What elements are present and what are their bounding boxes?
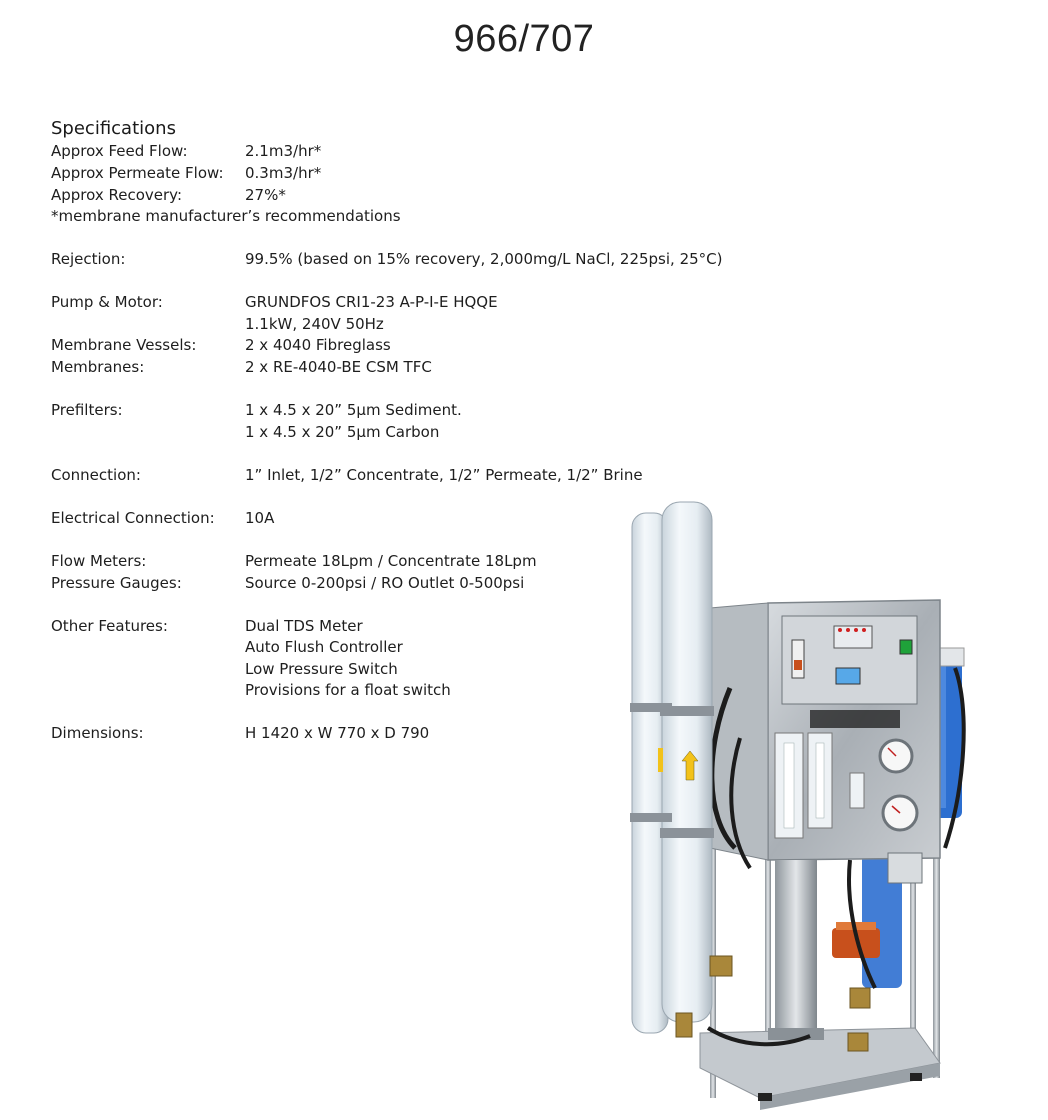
detail-label: Flow Meters:	[51, 552, 147, 570]
manufacturer-note: *membrane manufacturer’s recommendations	[51, 207, 401, 225]
detail-value: Auto Flush Controller	[245, 638, 403, 656]
flow-meter-scale	[784, 743, 794, 828]
indicator-light	[838, 628, 842, 632]
detail-value: 1.1kW, 240V 50Hz	[245, 315, 384, 333]
detail-label: Membranes:	[51, 358, 145, 376]
detail-label: Rejection:	[51, 250, 126, 268]
vessel-band	[630, 813, 672, 822]
detail-value: Permeate 18Lpm / Concentrate 18Lpm	[245, 552, 537, 570]
prefilter-cap	[940, 648, 964, 666]
page-title: 966/707	[453, 18, 595, 60]
outlet-valve	[850, 988, 870, 1008]
frame-foot	[758, 1093, 772, 1101]
detail-value: Provisions for a float switch	[245, 681, 451, 699]
switch-label	[792, 640, 804, 678]
tds-probe	[850, 773, 864, 808]
detail-value: 10A	[245, 509, 275, 527]
pump-base	[768, 1028, 824, 1040]
pump-motor	[775, 860, 817, 1040]
outlet-valve	[848, 1033, 868, 1051]
indicator-light	[854, 628, 858, 632]
detail-value: 1 x 4.5 x 20” 5µm Sediment.	[245, 401, 462, 419]
detail-label: Electrical Connection:	[51, 509, 215, 527]
detail-value: Low Pressure Switch	[245, 660, 398, 678]
flow-meter-scale	[816, 743, 824, 818]
logo-plate	[810, 710, 900, 728]
spec-value: 2.1m3/hr*	[245, 142, 322, 160]
vessel-band	[660, 706, 714, 716]
power-switch	[900, 640, 912, 654]
detail-value: 99.5% (based on 15% recovery, 2,000mg/L NaCl, 225psi, 25°C)	[245, 250, 723, 268]
detail-value: 1” Inlet, 1/2” Concentrate, 1/2” Permeate, 1/2” Brine	[245, 466, 643, 484]
detail-label: Pump & Motor:	[51, 293, 163, 311]
spec-value: 0.3m3/hr*	[245, 164, 322, 182]
tds-meter	[836, 668, 860, 684]
detail-label: Other Features:	[51, 617, 168, 635]
detail-value: GRUNDFOS CRI1-23 A-P-I-E HQQE	[245, 293, 498, 311]
detail-label: Pressure Gauges:	[51, 574, 182, 592]
spec-label: Approx Recovery:	[51, 186, 183, 204]
frame-foot	[910, 1073, 922, 1081]
pressure-switch	[888, 853, 922, 883]
spec-label: Approx Permeate Flow:	[51, 164, 224, 182]
vessel-band	[660, 828, 714, 838]
indicator-light	[846, 628, 850, 632]
spec-value: 27%*	[245, 186, 286, 204]
detail-label: Prefilters:	[51, 401, 123, 419]
detail-value: 2 x 4040 Fibreglass	[245, 336, 391, 354]
ro-unit-photo	[610, 488, 1010, 1113]
detail-value: H 1420 x W 770 x D 790	[245, 724, 430, 742]
switch-label	[794, 660, 802, 670]
detail-value: Source 0-200psi / RO Outlet 0-500psi	[245, 574, 525, 592]
detail-label: Connection:	[51, 466, 141, 484]
detail-value: 1 x 4.5 x 20” 5µm Carbon	[245, 423, 440, 441]
detail-label: Dimensions:	[51, 724, 144, 742]
detail-value: 2 x RE-4040-BE CSM TFC	[245, 358, 432, 376]
flow-arrow	[658, 748, 663, 772]
vessel-valve	[710, 956, 732, 976]
detail-label: Membrane Vessels:	[51, 336, 197, 354]
indicator-light	[862, 628, 866, 632]
detail-value: Dual TDS Meter	[245, 617, 363, 635]
specifications-heading: Specifications	[51, 118, 176, 139]
vessel-valve	[676, 1013, 692, 1037]
spec-label: Approx Feed Flow:	[51, 142, 188, 160]
